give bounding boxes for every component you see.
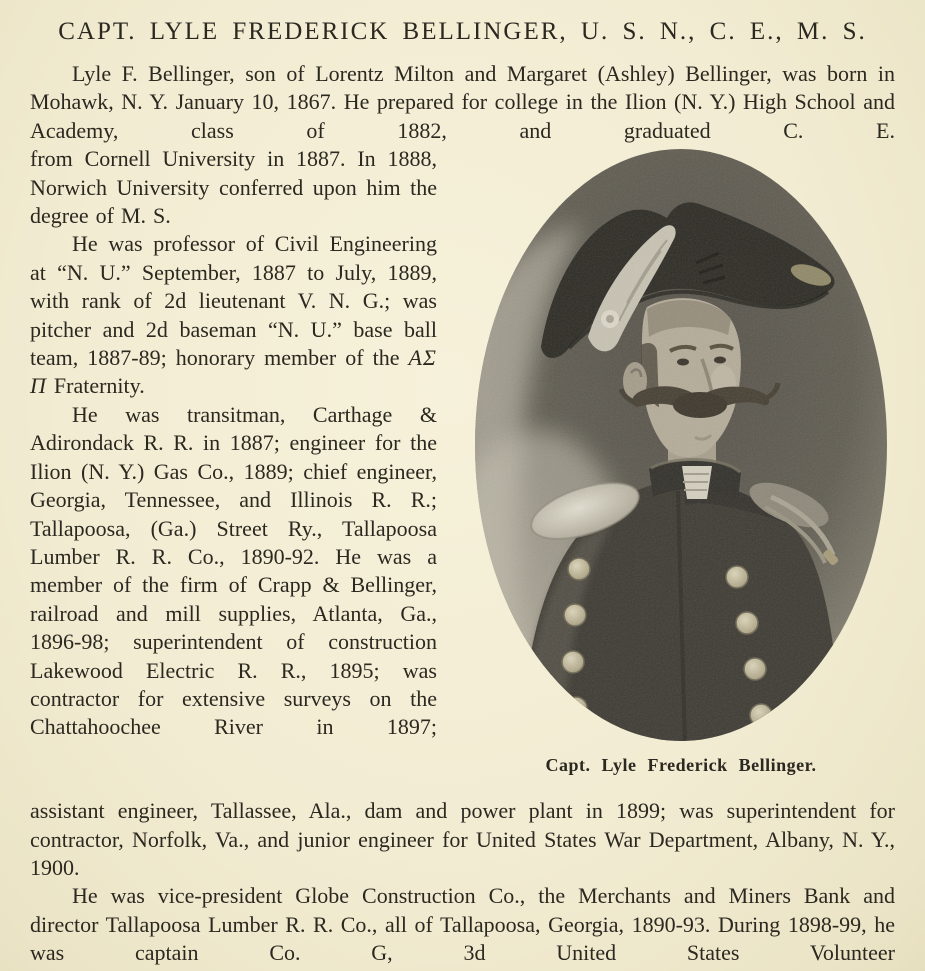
paragraph-1-full-width: Lyle F. Bellinger, son of Lorentz Milton and Margaret (Ashley) Bellinger, was born in Mohawk, N. Y. January 10, 1867. He prepared for college in the Ilion (N. Y.) High School and Academy, class of 1882, and graduated C. E. [30,61,895,143]
paragraph-3-beside-photo: He was transitman, Carthage & Adirondack R. R. in 1887; engineer for the Ilion (N. Y.) Gas Co., 1889; chief engineer, Georgia, Tennessee, and Illinois R. R.; Tallapoosa, (Ga.) Street Ry., Tallapoosa Lumber R. R. Co., 1890-92. He was a member of the firm of Crapp & Bellinger, railroad and mill supplies, Atlanta, Ga., 1896-98; superintendent of construction Lakewood Electric R. R., 1895; was contractor for extensive surveys on the Chattahoochee River in 1897; [30,401,437,740]
paragraph-2 [30,230,437,400]
paragraph-2-text: He was professor of Civil Engineering at “N. U.” September, 1887 to July, 1889, with rank of 2d lieutenant V. N. G.; was pitcher and 2d baseman “N. U.” base ball team, 1887-89; honorary member of the [30,231,437,371]
biography-text [30,60,895,968]
left-text-column [30,145,437,742]
halftone-grain [471,145,891,745]
fraternity-letters: ΑΣ Π [30,345,437,399]
paragraph-2-end: Fraternity. [53,373,145,399]
page-title: CAPT. LYLE FREDERICK BELLINGER, U. S. N., C. E., M. S. [58,18,867,45]
paragraph-1-continuation: from Cornell University in 1887. In 1888, Norwich University conferred upon him the degree of M. S. [30,146,437,229]
portrait-figure [447,145,915,779]
portrait-photo [471,145,891,745]
photo-and-column-row [30,145,895,797]
portrait-caption: Capt. Lyle Frederick Bellinger. [545,755,817,776]
paragraph-3-full-width: assistant engineer, Tallassee, Ala., dam and power plant in 1899; was superintendent for contractor, Norfolk, Va., and junior engineer for United States War Department, Albany, N. Y., 1900. [30,798,895,881]
paragraph-4: He was vice-president Globe Construction Co., the Merchants and Miners Bank and director Tallapoosa Lumber R. R. Co., all of Tallapoosa, Georgia, 1890-93. During 1898-99, he was captain Co. G, 3d United States Volunteer [30,883,895,966]
